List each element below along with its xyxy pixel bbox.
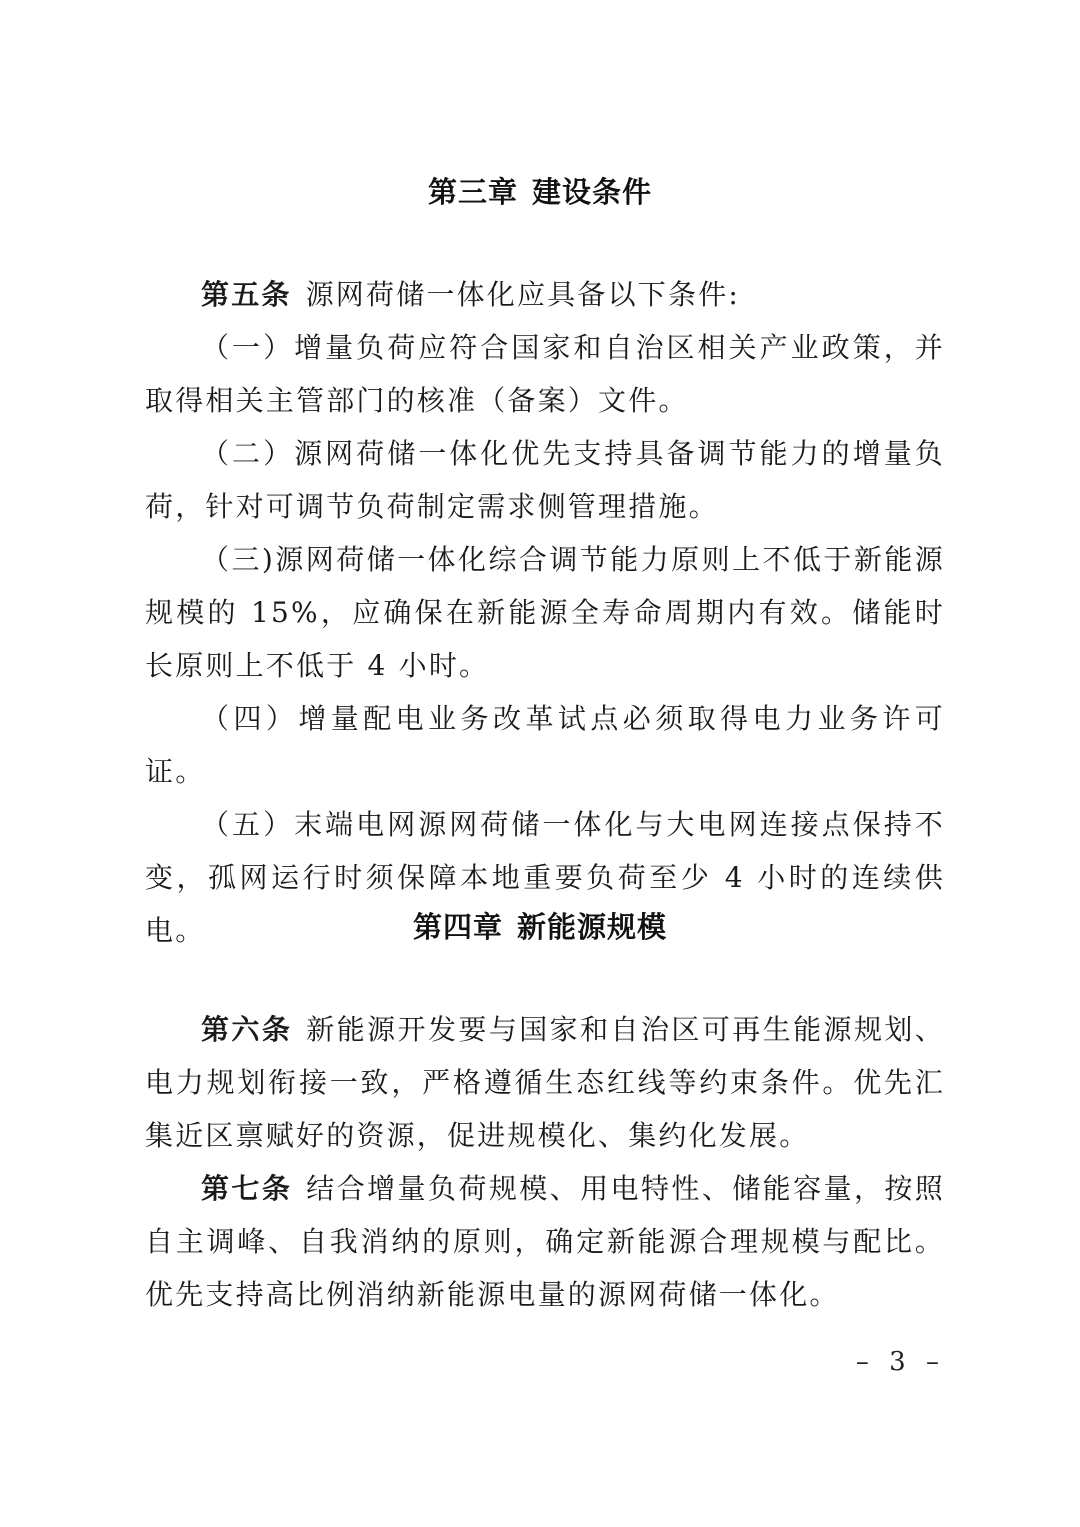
chapter-4-body: [145, 1003, 945, 1321]
article-5-item-5: （五）末端电网源网荷储一体化与大电网连接点保持不变，孤网运行时须保障本地重要负荷至少 4 小时的连续供电。: [145, 808, 945, 947]
article-5-label: 第五条: [201, 278, 292, 311]
chapter-3-body: [145, 268, 945, 957]
article-6: [145, 1003, 945, 1162]
chapter-3-number: 第三章: [427, 175, 518, 209]
article-7: [145, 1162, 945, 1321]
article-5-item-1: （一）增量负荷应符合国家和自治区相关产业政策，并取得相关主管部门的核准（备案）文件。: [145, 331, 945, 417]
article-5-text: 源网荷储一体化应具备以下条件:: [305, 278, 741, 311]
article-5-intro: [145, 268, 945, 321]
article-7-label: 第七条: [201, 1172, 293, 1205]
article-5-item-4: （四）增量配电业务改革试点必须取得电力业务许可证。: [145, 702, 945, 788]
chapter-4-heading: [0, 905, 1080, 946]
page-number: – 3 –: [855, 1347, 945, 1377]
chapter-3-heading: [0, 170, 1080, 211]
article-5-item-3: （三)源网荷储一体化综合调节能力原则上不低于新能源规模的 15%，应确保在新能源全寿命周期内有效。储能时长原则上不低于 4 小时。: [145, 543, 945, 682]
chapter-4-number: 第四章: [412, 910, 503, 944]
article-6-text: 新能源开发要与国家和自治区可再生能源规划、电力规划衔接一致，严格遵循生态红线等约束条件。优先汇集近区禀赋好的资源，促进规模化、集约化发展。: [145, 1013, 945, 1152]
article-6-label: 第六条: [201, 1013, 293, 1046]
article-5-item-2: （二）源网荷储一体化优先支持具备调节能力的增量负荷，针对可调节负荷制定需求侧管理措施。: [145, 437, 945, 523]
chapter-3-title: 建设条件: [532, 175, 653, 209]
article-7-text: 结合增量负荷规模、用电特性、储能容量，按照自主调峰、自我消纳的原则，确定新能源合理规模与配比。优先支持高比例消纳新能源电量的源网荷储一体化。: [145, 1172, 945, 1311]
chapter-4-title: 新能源规模: [517, 910, 668, 944]
